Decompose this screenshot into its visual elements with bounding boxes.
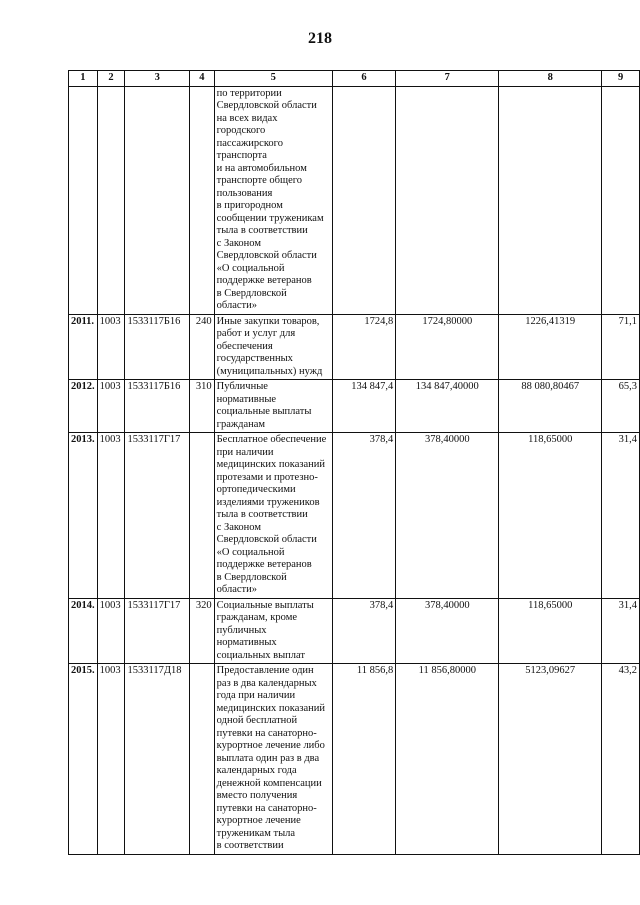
approved-amount-cell xyxy=(332,86,395,314)
description-cell: по территории Свердловской области на всех видах городского пассажирского транспорта и на автомобильном транспорте общего пользования в пригородном сообщении труженикам тыла в соответствии с Законом Свердловской области «О социальной поддержке ветеранов в Свердловской области» xyxy=(214,86,332,314)
row-number-cell: 2013. xyxy=(69,433,98,599)
target-article-cell: 1533117Б16 xyxy=(125,380,190,433)
executed-amount-cell: 118,65000 xyxy=(499,433,602,599)
row-number-cell: 2015. xyxy=(69,664,98,855)
target-article-cell: 1533117Д18 xyxy=(125,664,190,855)
column-header: 7 xyxy=(396,71,499,87)
row-number-cell xyxy=(69,86,98,314)
target-article-cell xyxy=(125,86,190,314)
approved-amount-cell: 1724,8 xyxy=(332,314,395,380)
table-row xyxy=(69,380,640,433)
expense-type-cell xyxy=(190,433,215,599)
percent-cell: 31,4 xyxy=(602,433,640,599)
executed-amount-cell: 118,65000 xyxy=(499,598,602,664)
approved-amount-cell: 134 847,4 xyxy=(332,380,395,433)
expense-type-cell: 240 xyxy=(190,314,215,380)
executed-amount-cell xyxy=(499,86,602,314)
table-row xyxy=(69,86,640,314)
executed-amount-cell: 88 080,80467 xyxy=(499,380,602,433)
budget-amount-cell: 378,40000 xyxy=(396,598,499,664)
approved-amount-cell: 378,4 xyxy=(332,598,395,664)
description-cell: Бесплатное обеспечение при наличии медицинских показаний протезами и протезно- ортопедическими изделиями тружеников тыла в соответствии с Законом Свердловской области «О социальной поддержке ветеранов в Свердловской области» xyxy=(214,433,332,599)
expense-type-cell: 310 xyxy=(190,380,215,433)
budget-amount-cell: 134 847,40000 xyxy=(396,380,499,433)
row-number-cell: 2014. xyxy=(69,598,98,664)
section-code-cell: 1003 xyxy=(97,433,125,599)
description-cell: Предоставление один раз в два календарных года при наличии медицинских показаний одной бесплатной путевки на санаторно- курортное лечение либо выплата один раз в два календарных года денежной компенсации вместо получения путевки на санаторно- курортное лечение труженикам тыла в соответствии xyxy=(214,664,332,855)
budget-table xyxy=(68,70,640,855)
column-header: 9 xyxy=(602,71,640,87)
section-code-cell: 1003 xyxy=(97,598,125,664)
executed-amount-cell: 5123,09627 xyxy=(499,664,602,855)
table-row xyxy=(69,664,640,855)
approved-amount-cell: 11 856,8 xyxy=(332,664,395,855)
expense-type-cell xyxy=(190,664,215,855)
column-header: 2 xyxy=(97,71,125,87)
budget-amount-cell: 11 856,80000 xyxy=(396,664,499,855)
row-number-cell: 2011. xyxy=(69,314,98,380)
column-header: 6 xyxy=(332,71,395,87)
column-header: 5 xyxy=(214,71,332,87)
expense-type-cell: 320 xyxy=(190,598,215,664)
percent-cell xyxy=(602,86,640,314)
table-row xyxy=(69,598,640,664)
section-code-cell: 1003 xyxy=(97,314,125,380)
column-header: 4 xyxy=(190,71,215,87)
row-number-cell: 2012. xyxy=(69,380,98,433)
executed-amount-cell: 1226,41319 xyxy=(499,314,602,380)
table-row xyxy=(69,433,640,599)
target-article-cell: 1533117Г17 xyxy=(125,433,190,599)
description-cell: Социальные выплаты гражданам, кроме публичных нормативных социальных выплат xyxy=(214,598,332,664)
budget-amount-cell: 378,40000 xyxy=(396,433,499,599)
description-cell: Публичные нормативные социальные выплаты гражданам xyxy=(214,380,332,433)
budget-amount-cell xyxy=(396,86,499,314)
section-code-cell xyxy=(97,86,125,314)
column-header: 8 xyxy=(499,71,602,87)
approved-amount-cell: 378,4 xyxy=(332,433,395,599)
column-header: 3 xyxy=(125,71,190,87)
percent-cell: 31,4 xyxy=(602,598,640,664)
target-article-cell: 1533117Г17 xyxy=(125,598,190,664)
percent-cell: 43,2 xyxy=(602,664,640,855)
page-number: 218 xyxy=(308,30,332,47)
table-header-row xyxy=(69,71,640,87)
column-header: 1 xyxy=(69,71,98,87)
target-article-cell: 1533117Б16 xyxy=(125,314,190,380)
section-code-cell: 1003 xyxy=(97,380,125,433)
percent-cell: 65,3 xyxy=(602,380,640,433)
expense-type-cell xyxy=(190,86,215,314)
section-code-cell: 1003 xyxy=(97,664,125,855)
percent-cell: 71,1 xyxy=(602,314,640,380)
table-row xyxy=(69,314,640,380)
description-cell: Иные закупки товаров, работ и услуг для обеспечения государственных (муниципальных) нужд xyxy=(214,314,332,380)
budget-amount-cell: 1724,80000 xyxy=(396,314,499,380)
